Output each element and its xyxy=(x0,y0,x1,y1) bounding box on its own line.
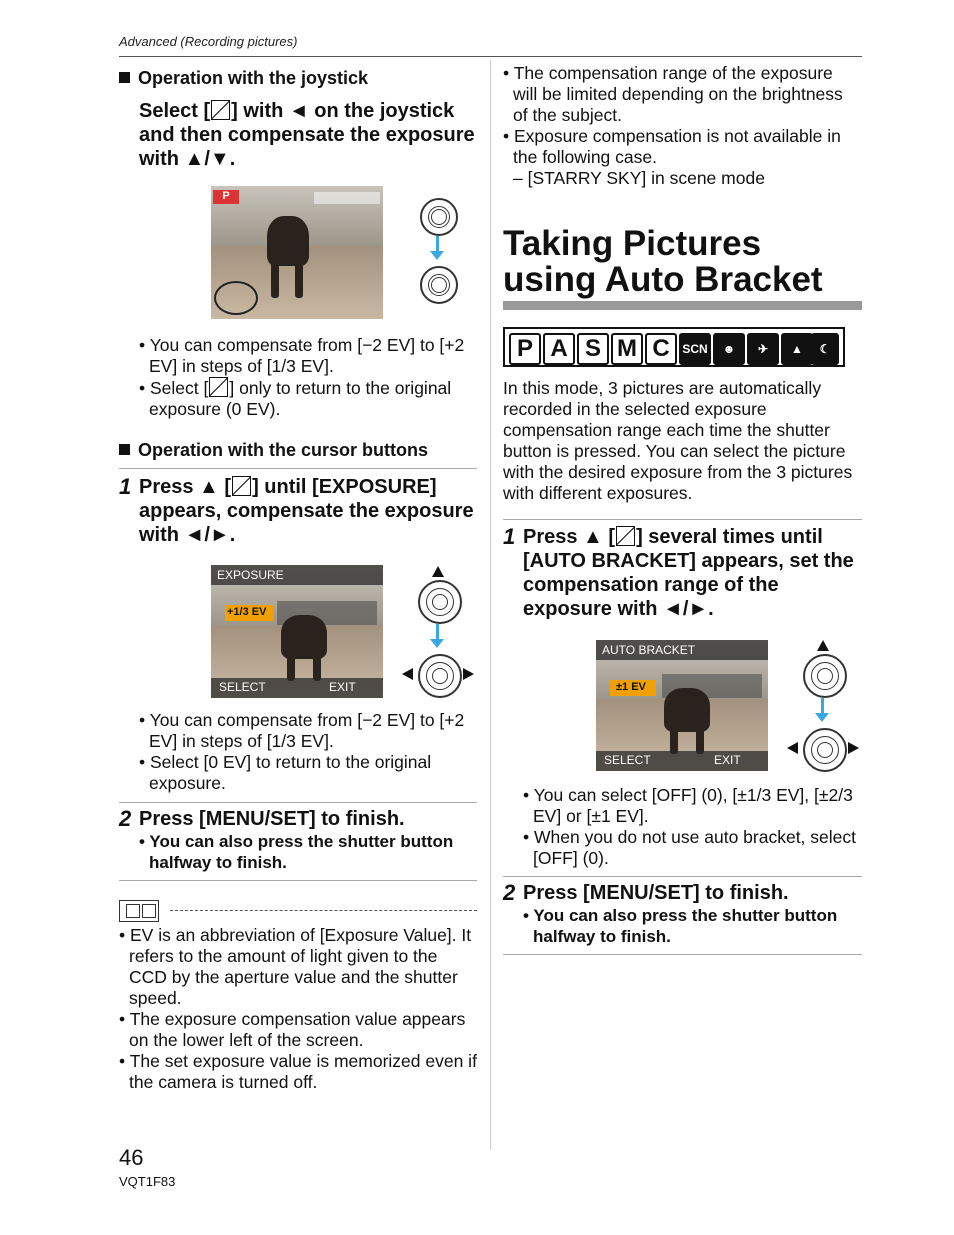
cursor-heading: Operation with the cursor buttons xyxy=(119,440,428,461)
section-header: Advanced (Recording pictures) xyxy=(119,34,298,49)
cursor-step-2-note: • You can also press the shutter button halfway to finish. xyxy=(139,832,454,872)
bracket-step-2-note: • You can also press the shutter button halfway to finish. xyxy=(523,906,838,946)
exposure-icon xyxy=(232,476,251,496)
list-subitem: – [STARRY SKY] in scene mode xyxy=(513,168,765,188)
cursor-pad-icon xyxy=(803,654,847,698)
joystick-down-icon xyxy=(420,266,458,304)
arrow-down-icon xyxy=(436,624,439,640)
exposure-icon xyxy=(211,100,230,120)
cursor-step-2: Press [MENU/SET] to finish. xyxy=(139,808,405,830)
mode-portrait-icon: ☻ xyxy=(713,333,745,365)
mode-scenery-icon: ▲ xyxy=(781,333,813,365)
memo-icon xyxy=(119,900,159,922)
page-number: 46 xyxy=(119,1145,144,1170)
step-number: 1 xyxy=(503,524,516,549)
joystick-lcd-screenshot: P xyxy=(211,186,383,319)
bracket-step-1: Press ▲ [ ] several times until [AUTO BRACKET] appears, set the compensation range of the exposure with ◄/►. xyxy=(523,526,854,620)
page-title: Taking Pictures using Auto Bracket xyxy=(503,224,823,299)
left-arrow-icon xyxy=(402,668,413,680)
ev-value: +1/3 EV xyxy=(227,606,267,618)
list-item: • The exposure compensation value appears on the lower left of the screen. xyxy=(119,1009,466,1050)
exposure-screen-title: EXPOSURE xyxy=(217,568,284,582)
exit-label: EXIT xyxy=(329,680,356,694)
doc-code: VQT1F83 xyxy=(119,1174,176,1189)
memo-notes xyxy=(119,925,479,1093)
top-notes xyxy=(503,63,861,189)
exposure-icon xyxy=(616,526,635,546)
select-label: SELECT xyxy=(219,680,266,694)
exposure-icon xyxy=(209,377,228,397)
exit-label: EXIT xyxy=(714,753,741,767)
list-item: • When you do not use auto bracket, select [OFF] (0). xyxy=(523,827,856,868)
auto-bracket-lcd-screenshot xyxy=(596,640,768,771)
mode-icon-strip xyxy=(503,327,845,367)
list-item: • Select [0 EV] to return to the original exposure. xyxy=(139,752,432,793)
divider xyxy=(119,880,477,881)
list-item: • You can select [OFF] (0), [±1/3 EV], [±2/3 EV] or [±1 EV]. xyxy=(523,785,853,826)
joystick-notes xyxy=(139,335,484,420)
list-item: • You can compensate from [−2 EV] to [+2 EV] in steps of [1/3 EV]. xyxy=(139,335,465,376)
left-arrow-icon xyxy=(787,742,798,754)
list-item: • The set exposure value is memorized even if the camera is turned off. xyxy=(119,1051,477,1092)
list-item: • You can compensate from [−2 EV] to [+2 EV] in steps of [1/3 EV]. xyxy=(139,710,465,751)
list-item: • EV is an abbreviation of [Exposure Value]. It refers to the amount of light given to the CCD by the aperture value and the shutter speed. xyxy=(119,925,472,1008)
list-item: • The compensation range of the exposure will be limited depending on the brightness of the subject. xyxy=(503,63,843,125)
mode-a-icon: A xyxy=(543,333,575,365)
up-arrow-icon xyxy=(817,640,829,651)
dashed-rule xyxy=(170,910,477,911)
exposure-lcd-screenshot xyxy=(211,565,383,698)
step-number: 1 xyxy=(119,474,132,499)
joystick-up-icon xyxy=(420,198,458,236)
joystick-step: Select [ ] with ◄ on the joystick and then compensate the exposure with ▲/▼. xyxy=(139,100,475,170)
right-arrow-icon xyxy=(848,742,859,754)
bracket-screen-title: AUTO BRACKET xyxy=(602,643,696,657)
bracket-step-2: Press [MENU/SET] to finish. xyxy=(523,882,789,904)
mode-night-portrait-icon: ☾ xyxy=(811,333,839,365)
divider xyxy=(119,802,477,803)
mode-scn-icon: SCN xyxy=(679,333,711,365)
list-item: • Select [ ] only to return to the original exposure (0 EV). xyxy=(139,378,452,419)
cursor-pad-icon xyxy=(418,654,462,698)
cursor-pad-icon xyxy=(418,580,462,624)
divider xyxy=(503,519,862,520)
header-rule xyxy=(119,56,862,57)
bracket-notes xyxy=(523,785,858,869)
up-arrow-icon xyxy=(432,566,444,577)
step-number: 2 xyxy=(503,880,516,905)
step-number: 2 xyxy=(119,806,132,831)
select-label: SELECT xyxy=(604,753,651,767)
cursor-step-1: Press ▲ [ ] until [EXPOSURE] appears, compensate the exposure with ◄/►. xyxy=(139,476,474,546)
cursor-notes xyxy=(139,710,484,794)
mode-c-icon: C xyxy=(645,333,677,365)
list-item: • Exposure compensation is not available in the following case. xyxy=(503,126,841,167)
mode-s-icon: S xyxy=(577,333,609,365)
mode-sports-icon: ✈ xyxy=(747,333,779,365)
divider xyxy=(119,468,477,469)
joystick-heading: Operation with the joystick xyxy=(119,68,368,89)
ev-value: ±1 EV xyxy=(616,681,646,693)
arrow-down-icon xyxy=(821,698,824,714)
divider xyxy=(503,954,862,955)
column-divider xyxy=(490,60,491,1150)
title-rule xyxy=(503,301,862,310)
cursor-pad-icon xyxy=(803,728,847,772)
divider xyxy=(503,876,862,877)
mode-p-icon: P xyxy=(509,333,541,365)
intro-text: In this mode, 3 pictures are automatically recorded in the selected exposure compensation range each time the shutter button is pressed. You can select the picture with the desired exposure from the 3 pictures with different exposures. xyxy=(503,378,853,503)
mode-m-icon: M xyxy=(611,333,643,365)
right-arrow-icon xyxy=(463,668,474,680)
arrow-down-icon xyxy=(436,236,439,252)
